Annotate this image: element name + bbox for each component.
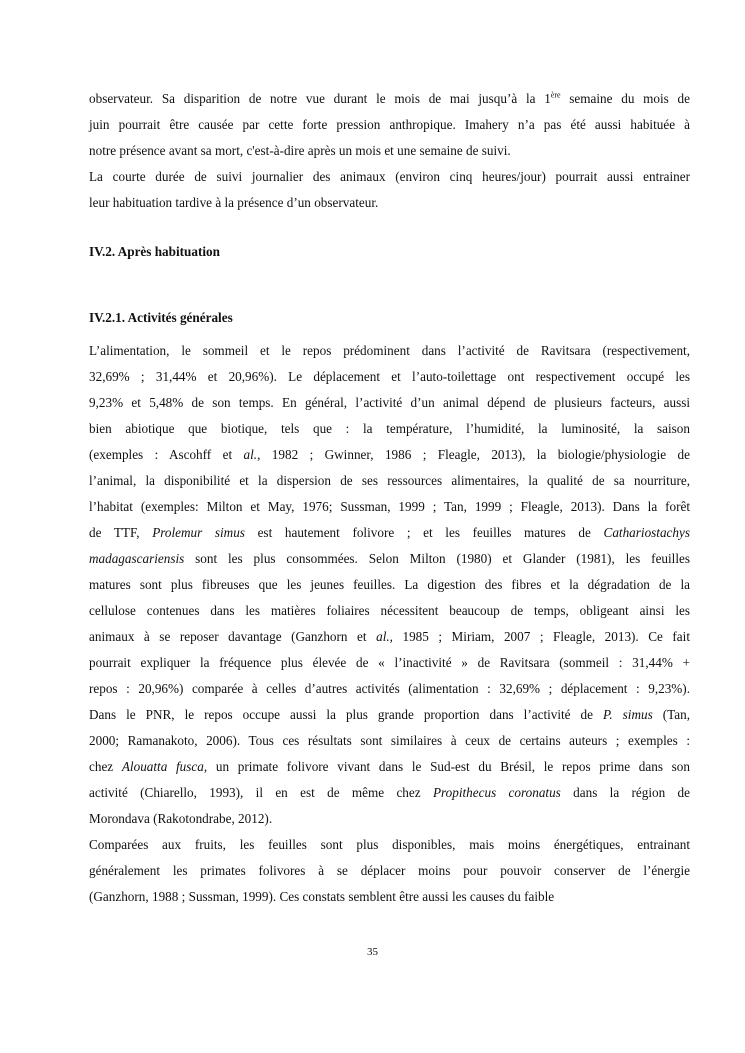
text-line: L’alimentation, le sommeil et le repos prédominent dans l’activité de Ravitsara (respectivement,: [89, 343, 690, 358]
paragraph-comparison: [89, 832, 690, 910]
text-line: 9,23% et 5,48% de son temps. En général, l’activité d’un animal dépend de plusieurs facteurs, aussi: [89, 395, 690, 410]
text-line: l’habitat (exemples: Milton et May, 1976; Sussman, 1999 ; Tan, 1999 ; Fleagle, 2013). Dans la forêt: [89, 499, 690, 514]
superscript: ère: [550, 90, 561, 100]
text-line: activité (Chiarello, 1993), il en est de même chez Propithecus coronatus dans la région de: [89, 785, 691, 800]
text-line: cellulose contenues dans les matières foliaires nécessitent beaucoup de temps, obligeant ainsi les: [89, 603, 690, 618]
subsection-heading: IV.2.1. Activités générales: [89, 310, 233, 325]
text-line: l’animal, la disponibilité et la dispersion de ses ressources alimentaires, la qualité de sa nourriture,: [89, 473, 690, 488]
text-line: matures sont plus fibreuses que les jeunes feuilles. La digestion des fibres et la dégradation de la: [89, 577, 690, 592]
text-line: pourrait expliquer la fréquence plus élevée de « l’inactivité » de Ravitsara (sommeil : 31,44% +: [89, 655, 690, 670]
text-line: de TTF, Prolemur simus est hautement folivore ; et les feuilles matures de Cathariostachys: [89, 525, 690, 540]
text-line: bien abiotique que biotique, tels que : la température, l’humidité, la luminosité, la saison: [89, 421, 690, 436]
text-line: (exemples : Ascohff et al., 1982 ; Gwinner, 1986 ; Fleagle, 2013), la biologie/physiologie de: [89, 447, 690, 462]
text-line: notre présence avant sa mort, c'est-à-dire après un mois et une semaine de suivi.: [89, 143, 511, 158]
text-line: juin pourrait être causée par cette forte pression anthropique. Imahery n’a pas été aussi habituée à: [89, 117, 690, 132]
text-line: Dans le PNR, le repos occupe aussi la plus grande proportion dans l’activité de P. simus (Tan,: [89, 707, 690, 722]
paragraph-intro: [89, 86, 690, 216]
text-line: observateur. Sa disparition de notre vue durant le mois de mai jusqu’à la 1ère semaine du mois de: [89, 90, 690, 106]
text-line: 32,69% ; 31,44% et 20,96%). Le déplacement et l’auto-toilettage ont respectivement occupé les: [89, 369, 690, 384]
text-line: (Ganzhorn, 1988 ; Sussman, 1999). Ces constats semblent être aussi les causes du faible: [89, 889, 555, 904]
text-line: repos : 20,96%) comparée à celles d’autres activités (alimentation : 32,69% ; déplacement : 9,23%).: [89, 681, 690, 696]
section-heading: IV.2. Après habituation: [89, 244, 220, 259]
text-line: chez Alouatta fusca, un primate folivore vivant dans le Sud-est du Brésil, le repos prime dans son: [89, 759, 690, 774]
text-line: La courte durée de suivi journalier des animaux (environ cinq heures/jour) pourrait aussi entrainer: [89, 169, 690, 184]
text-line: Morondava (Rakotondrabe, 2012).: [89, 811, 273, 826]
text-line: Comparées aux fruits, les feuilles sont plus disponibles, mais moins énergétiques, entrainant: [89, 837, 690, 852]
text-line: madagascariensis sont les plus consommées. Selon Milton (1980) et Glander (1981), les feuilles: [89, 551, 690, 566]
text-line: animaux à se reposer davantage (Ganzhorn et al., 1985 ; Miriam, 2007 ; Fleagle, 2013). Ce fait: [89, 629, 690, 644]
page-number: 35: [367, 946, 378, 958]
text-line: 2000; Ramanakoto, 2006). Tous ces résultats sont similaires à ceux de certains auteurs ; exemples :: [89, 733, 690, 748]
text-line: généralement les primates folivores à se déplacer moins pour pouvoir conserver de l’énergie: [89, 863, 690, 878]
paragraph-activities: [89, 338, 690, 832]
text-line: leur habituation tardive à la présence d’un observateur.: [89, 195, 379, 210]
